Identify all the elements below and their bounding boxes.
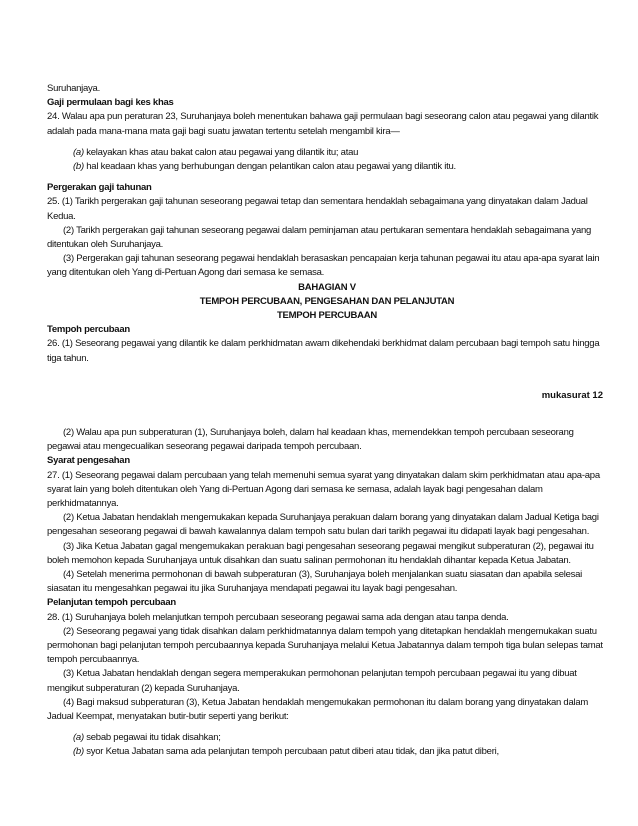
paragraph-28-4: (4) Bagi maksud subperaturan (3), Ketua Jabatan hendaklah mengemukakan permohonan itu dalam borang yang dinyatakan dalam Jadual Keempat, menyatakan butir-butir seperti yang berikut: xyxy=(47,696,589,723)
text-24b: hal keadaan khas yang berhubungan dengan pelantikan calon atau pegawai yang dilantik itu. xyxy=(83,161,456,173)
text-28a: sebab pegawai itu tidak disahkan; xyxy=(83,732,221,744)
paragraph-28b xyxy=(47,745,607,759)
heading-pergerakan: Pergerakan gaji tahunan xyxy=(47,182,152,194)
paragraph-24: 24. Walau apa pun peraturan 23, Suruhanjaya boleh menentukan bahawa gaji permulaan bagi seseorang calon atau pegawai yang dilantik adalah pada mana-mana mata gaji bagi suatu jawatan tertentu setelah mengambil kira— xyxy=(47,111,599,137)
paragraph-25-3: (3) Pergerakan gaji tahunan seseorang pegawai hendaklah berasaskan pencapaian kerja tahunan pegawai itu atau apa-apa syarat lain yang ditentukan oleh Yang di-Pertuan Agong dari semasa ke semasa. xyxy=(47,253,600,279)
label-b: (b) xyxy=(73,161,84,173)
page-number: mukasurat 12 xyxy=(541,390,603,401)
top-section xyxy=(47,82,607,366)
bottom-section xyxy=(47,426,607,760)
paragraph-28-1: 28. (1) Suruhanjaya boleh melanjutkan tempoh percubaan seseorang pegawai sama ada dengan atau tanpa denda. xyxy=(47,611,509,623)
text-28b: syor Ketua Jabatan sama ada pelanjutan tempoh percubaan patut diberi atau tidak, dan jika patut diberi, xyxy=(83,746,499,758)
bahagian-title: TEMPOH PERCUBAAN, PENGESAHAN DAN PELANJUTAN xyxy=(199,295,455,307)
paragraph-28a xyxy=(47,731,607,745)
paragraph-24a xyxy=(47,146,607,160)
paragraph-28-3: (3) Ketua Jabatan hendaklah dengan segera memperakukan permohonan pelanjutan tempoh percubaan pegawai itu yang dibuat mengikut subperaturan (2) kepada Suruhanjaya. xyxy=(47,668,577,694)
paragraph-27-2: (2) Ketua Jabatan hendaklah mengemukakan kepada Suruhanjaya perakuan dalam borang yang dinyatakan dalam Jadual Ketiga bagi pengesahan seseorang pegawai di bawah kawalannya dalam tempoh satu bulan dari tarikh pegawai itu didapati layak bagi pengesahan. xyxy=(47,512,599,538)
label-a: (a) xyxy=(73,732,84,744)
paragraph-27-4: (4) Setelah menerima permohonan di bawah subperaturan (3), Suruhanjaya boleh menjalankan suatu siasatan dan apabila selesai siasatan itu mengesahkan pegawai itu jika Suruhanjaya mendapati pegawai itu layak bagi pengesahan. xyxy=(47,569,583,595)
label-a: (a) xyxy=(73,146,84,158)
paragraph-25-2: (2) Tarikh pergerakan gaji tahunan seseorang pegawai dalam peminjaman atau pertukaran sementara hendaklah sebagaimana yang ditentukan oleh Suruhanjaya. xyxy=(47,224,592,251)
paragraph-25-1: 25. (1) Tarikh pergerakan gaji tahunan seseorang pegawai tetap dan sementara hendaklah sebagaimana yang dinyatakan dalam Jadual Kedua. xyxy=(47,196,588,222)
paragraph-27-1: 27. (1) Seseorang pegawai dalam percubaan yang telah memenuhi semua syarat yang dinyatakan dalam skim perkhidmatan atau apa-apa syarat lain yang boleh ditentukan oleh Yang di-Pertuan Agong dari semasa ke semasa, adalah layak bagi pengesahan dalam perkhidmatannya. xyxy=(47,469,600,510)
bahagian-heading: BAHAGIAN V xyxy=(298,281,356,293)
paragraph-24b xyxy=(47,160,607,174)
paragraph-28-2: (2) Seseorang pegawai yang tidak disahkan dalam perkhidmatannya dalam tempoh yang ditetapkan hendaklah mengemukakan suatu permohonan bagi pelanjutan tempoh percubaannya kepada Suruhanjaya melalui Ketua Jabatannya dalam tempoh tiga bulan selepas tamat tempoh percubaannya. xyxy=(47,625,603,666)
heading-gaji-permulaan: Gaji permulaan bagi kes khas xyxy=(47,97,174,109)
continuation-line: Suruhanjaya. xyxy=(47,83,100,94)
paragraph-26-2: (2) Walau apa pun subperaturan (1), Suruhanjaya boleh, dalam hal keadaan khas, memendekkan tempoh percubaan seseorang pegawai atau mengecualikan seseorang pegawai daripada tempoh percubaan. xyxy=(47,427,574,453)
heading-tempoh-percubaan: Tempoh percubaan xyxy=(47,324,130,336)
bahagian-subtitle: TEMPOH PERCUBAAN xyxy=(277,310,377,322)
heading-syarat-pengesahan: Syarat pengesahan xyxy=(47,455,130,467)
paragraph-26-1: 26. (1) Seseorang pegawai yang dilantik ke dalam perkhidmatan awam dikehendaki berkhidmat dalam percubaan bagi tempoh satu hingga tiga tahun. xyxy=(47,338,600,364)
paragraph-27-3: (3) Jika Ketua Jabatan gagal mengemukakan perakuan bagi pengesahan seseorang pegawai mengikut subperaturan (2), pegawai itu boleh memohon kepada Suruhanjaya untuk disahkan dan suatu salinan permohonan itu hendaklah dihantar kepada Ketua Jabatan. xyxy=(47,540,594,566)
heading-pelanjutan: Pelanjutan tempoh percubaan xyxy=(47,597,176,609)
label-b: (b) xyxy=(73,746,84,758)
text-24a: kelayakan khas atau bakat calon atau pegawai yang dilantik itu; atau xyxy=(83,146,359,158)
